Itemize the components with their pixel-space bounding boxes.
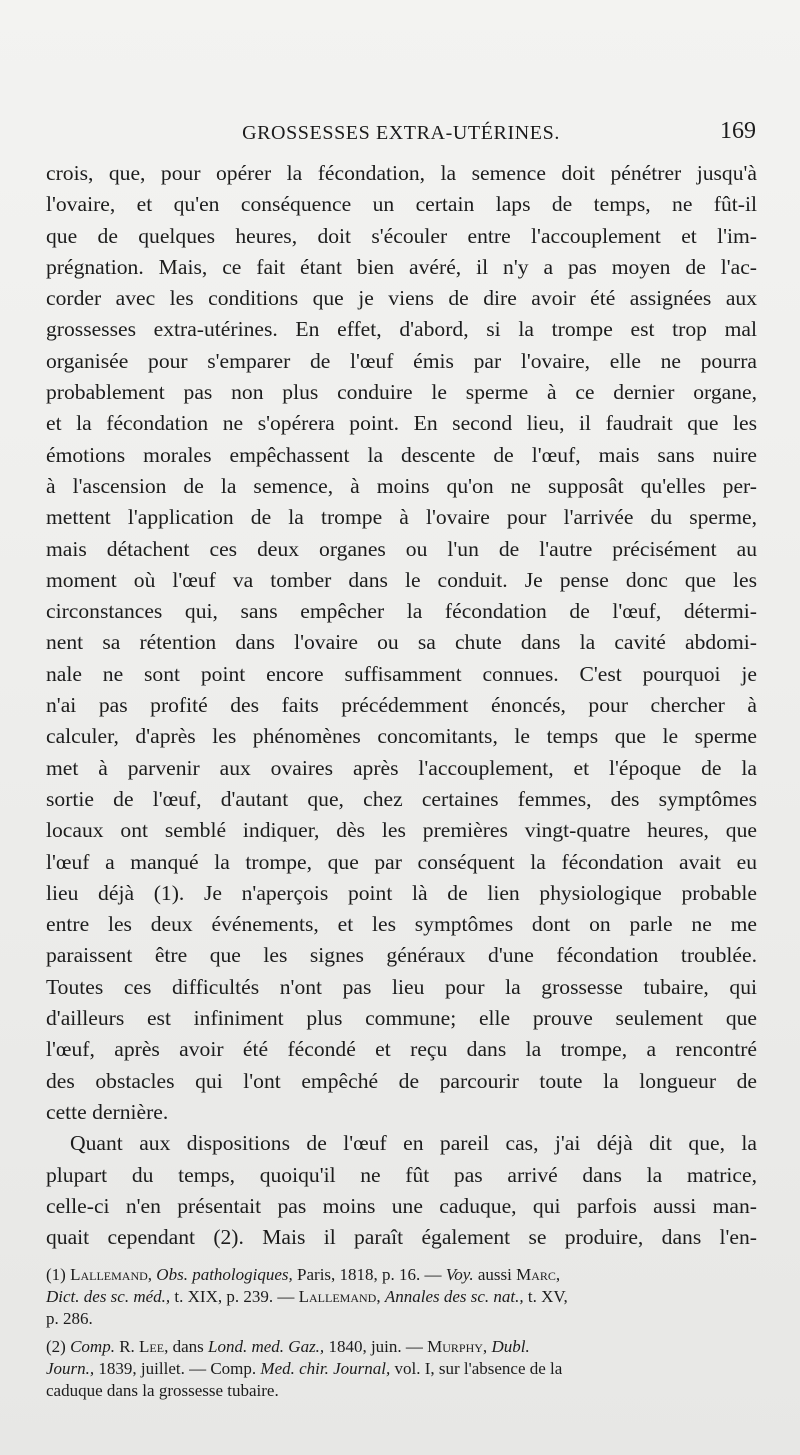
citation-text: aussi — [477, 1265, 512, 1284]
author-name: Marc, — [516, 1265, 561, 1284]
text-line: calculer, d'après les phénomènes concomitants, le temps que le sperme — [46, 724, 757, 749]
citation-text: t. XV, — [527, 1287, 568, 1306]
paragraph-end-line: cette dernière. — [46, 1099, 169, 1124]
work-title: Dict. des sc. méd., — [46, 1287, 171, 1306]
text-line: entre les deux événements, et les symptômes dont on parle ne me — [46, 912, 757, 937]
text-line: locaux ont semblé indiquer, dès les premières vingt-quatre heures, que — [46, 818, 757, 843]
work-title: Dubl. — [491, 1337, 530, 1356]
text-line: probablement pas non plus conduire le sperme à ce dernier organe, — [46, 380, 757, 405]
text-line: que de quelques heures, doit s'écouler entre l'accouplement et l'im- — [46, 223, 757, 248]
citation-text: vol. I, sur l'absence de la — [394, 1359, 563, 1378]
work-title: Annales des sc. nat., — [384, 1287, 524, 1306]
footnotes — [46, 1264, 757, 1408]
text-line: grossesses extra-utérines. En effet, d'abord, si la trompe est trop mal — [46, 317, 757, 342]
citation-text: t. XIX, p. 239. — — [174, 1287, 295, 1306]
citation-text: dans — [172, 1337, 204, 1356]
page-number: 169 — [720, 118, 756, 144]
text-line: paraissent être que les signes généraux d'une fécondation troublée. — [46, 943, 757, 968]
citation-abbrev: Voy. — [445, 1265, 474, 1284]
text-line: et la fécondation ne s'opérera point. En second lieu, il faudrait que les — [46, 411, 757, 436]
running-title: GROSSESSES EXTRA-UTÉRINES. — [242, 122, 560, 144]
work-title: Obs. pathologiques, — [156, 1265, 293, 1284]
text-line: nale ne sont point encore suffisamment connues. C'est pourquoi je — [46, 661, 757, 686]
text-line: émotions morales empêchassent la descente de l'œuf, mais sans nuire — [46, 442, 757, 467]
text-line: sortie de l'œuf, d'autant que, chez certaines femmes, des symptômes — [46, 786, 757, 811]
footnote-2 — [46, 1336, 757, 1402]
text-line: moment où l'œuf va tomber dans le conduit. Je pense donc que les — [46, 567, 757, 592]
work-title: Journ., — [46, 1359, 95, 1378]
citation-abbrev: Comp. — [70, 1337, 115, 1356]
author-name: R. Lee, — [119, 1337, 169, 1356]
text-line: n'ai pas profité des faits précédemment énoncés, pour chercher à — [46, 693, 757, 718]
text-line: met à parvenir aux ovaires après l'accouplement, et l'époque de la — [46, 755, 757, 780]
footnote-marker: (1) — [46, 1265, 66, 1284]
text-line: mais détachent ces deux organes ou l'un de l'autre précisément au — [46, 536, 757, 561]
work-title: Lond. med. Gaz., — [208, 1337, 325, 1356]
text-line: nent sa rétention dans l'ovaire ou sa chute dans la cavité abdomi- — [46, 630, 757, 655]
citation-text: Paris, 1818, p. 16. — — [297, 1265, 442, 1284]
text-line: quait cependant (2). Mais il paraît également se produire, dans l'en- — [46, 1225, 757, 1250]
author-name: Lallemand, — [298, 1287, 381, 1306]
paragraph-start-line: Quant aux dispositions de l'œuf en pareil cas, j'ai déjà dit que, la — [70, 1131, 757, 1156]
text-line: plupart du temps, quoiqu'il ne fût pas arrivé dans la matrice, — [46, 1162, 757, 1187]
text-line: prégnation. Mais, ce fait étant bien avéré, il n'y a pas moyen de l'ac- — [46, 254, 757, 279]
text-line: l'œuf a manqué la trompe, que par conséquent la fécondation avait eu — [46, 849, 757, 874]
text-line: corder avec les conditions que je viens de dire avoir été assignées aux — [46, 286, 757, 311]
footnote-1 — [46, 1264, 757, 1330]
text-line: organisée pour s'emparer de l'œuf émis par l'ovaire, elle ne pourra — [46, 348, 757, 373]
text-line: lieu déjà (1). Je n'aperçois point là de lien physiologique probable — [46, 880, 757, 905]
text-line: l'œuf, après avoir été fécondé et reçu dans la trompe, a rencontré — [46, 1037, 757, 1062]
work-title: Med. chir. Journal, — [260, 1359, 391, 1378]
author-name: Murphy, — [427, 1337, 488, 1356]
page-header — [46, 118, 756, 152]
text-line: celle-ci n'en présentait pas moins une caduque, qui parfois aussi man- — [46, 1193, 757, 1218]
text-line: à l'ascension de la semence, à moins qu'on ne supposât qu'elles per- — [46, 473, 757, 498]
text-line: crois, que, pour opérer la fécondation, la semence doit pénétrer jusqu'à — [46, 161, 757, 185]
text-line: Toutes ces difficultés n'ont pas lieu pour la grossesse tubaire, qui — [46, 974, 757, 999]
text-line: des obstacles qui l'ont empêché de parcourir toute la longueur de — [46, 1068, 757, 1093]
author-name: Lallemand, — [70, 1265, 153, 1284]
citation-text: 1839, juillet. — Comp. — [98, 1359, 257, 1378]
citation-text: p. 286. — [46, 1309, 93, 1328]
text-line: mettent l'application de la trompe à l'ovaire pour l'arrivée du sperme, — [46, 505, 757, 530]
body-text — [46, 158, 757, 1253]
text-line: l'ovaire, et qu'en conséquence un certain laps de temps, ne fût-il — [46, 192, 757, 217]
text-line: circonstances qui, sans empêcher la fécondation de l'œuf, détermi- — [46, 599, 757, 624]
citation-text: 1840, juin. — — [328, 1337, 423, 1356]
text-line: d'ailleurs est infiniment plus commune; elle prouve seulement que — [46, 1006, 757, 1031]
citation-text: caduque dans la grossesse tubaire. — [46, 1381, 279, 1400]
footnote-marker: (2) — [46, 1337, 66, 1356]
